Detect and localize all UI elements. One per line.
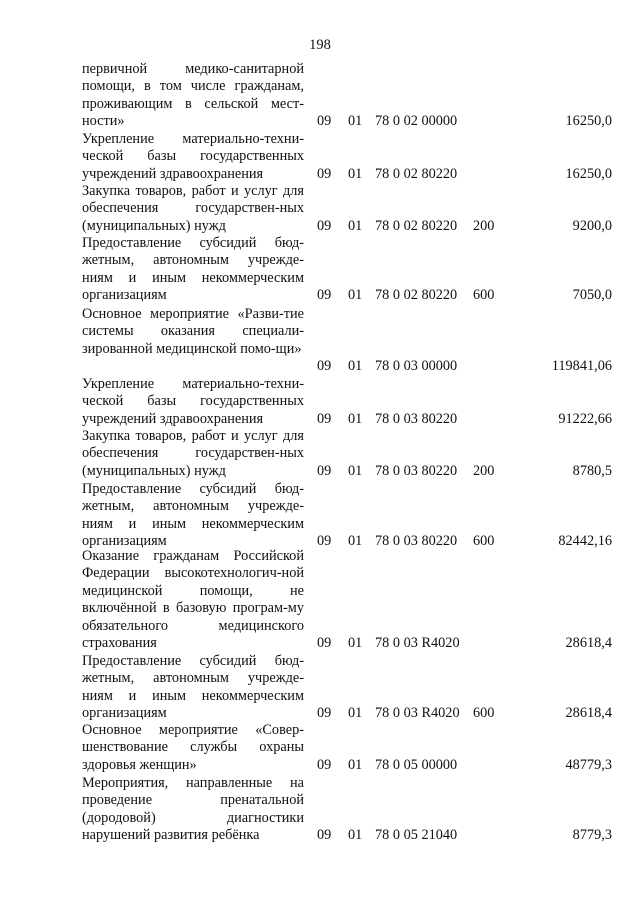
target-article-code: 78 0 02 80220 <box>375 287 458 304</box>
expense-type-code: 600 <box>473 533 495 550</box>
row-description: Оказание гражданам Российской Федерации высокотехнологич-ной медицинской помощи, не включённой в базовую програм-му обязательного медицинского страхования <box>82 548 304 652</box>
row-description: Укрепление материально-техни-ческой базы государственных учреждений здравоохранения <box>82 131 304 182</box>
amount-value: 28618,4 <box>565 635 612 651</box>
row-description: Предоставление субсидий бюд-жетным, автономным учрежде-ниям и иным некоммерческим организациям <box>82 481 304 550</box>
subsection-code: 01 <box>348 113 363 130</box>
subsection-code: 01 <box>348 705 363 722</box>
section-code: 09 <box>317 113 332 130</box>
target-article-code: 78 0 03 R4020 <box>375 705 460 722</box>
subsection-code: 01 <box>348 358 363 375</box>
expense-type-code: 200 <box>473 462 495 479</box>
target-article-code: 78 0 03 80220 <box>375 462 458 479</box>
row-description: Основное мероприятие «Совер-шенствование службы охраны здоровья женщин» <box>82 722 304 773</box>
section-code: 09 <box>317 827 332 844</box>
amount-value: 8780,5 <box>572 462 612 479</box>
amount-value: 9200,0 <box>572 217 612 234</box>
amount-value: 16250,0 <box>565 113 612 130</box>
amount-value: 7050,0 <box>572 287 612 304</box>
section-code: 09 <box>317 217 332 234</box>
row-description: Основное мероприятие «Разви-тие системы оказания специали-зированной медицинской помо-щи» <box>82 306 304 357</box>
expense-type-code: 600 <box>473 705 495 722</box>
section-code: 09 <box>317 165 332 182</box>
expense-type-code: 200 <box>473 217 495 234</box>
amount-value: 82442,16 <box>558 533 612 550</box>
section-code: 09 <box>317 756 332 773</box>
target-article-code: 78 0 03 80220 <box>375 533 458 550</box>
section-code: 09 <box>317 533 332 550</box>
subsection-code: 01 <box>348 635 363 651</box>
amount-value: 91222,66 <box>558 410 612 427</box>
target-article-code: 78 0 05 21040 <box>375 827 458 844</box>
target-article-code: 78 0 02 80220 <box>375 217 458 234</box>
section-code: 09 <box>317 287 332 304</box>
page-number: 198 <box>309 37 331 53</box>
amount-value: 48779,3 <box>565 756 612 773</box>
section-code: 09 <box>317 410 332 427</box>
subsection-code: 01 <box>348 462 363 479</box>
section-code: 09 <box>317 705 332 722</box>
row-description: Предоставление субсидий бюд-жетным, автономным учрежде-ниям и иным некоммерческим организациям <box>82 235 304 304</box>
subsection-code: 01 <box>348 533 363 550</box>
section-code: 09 <box>317 635 332 651</box>
amount-value: 28618,4 <box>565 705 612 722</box>
target-article-code: 78 0 03 80220 <box>375 410 458 427</box>
row-description: Мероприятия, направленные на проведение пренатальной (дородовой) диагностики нарушений развития ребёнка <box>82 775 304 844</box>
subsection-code: 01 <box>348 410 363 427</box>
expense-type-code: 600 <box>473 287 495 304</box>
amount-value: 16250,0 <box>565 165 612 182</box>
target-article-code: 78 0 03 00000 <box>375 358 458 375</box>
row-description: Предоставление субсидий бюд-жетным, автономным учрежде-ниям и иным некоммерческим организациям <box>82 653 304 722</box>
amount-value: 119841,06 <box>551 358 612 375</box>
row-description: первичной медико-санитарной помощи, в том числе гражданам, проживающим в сельской мест-ности» <box>82 61 304 130</box>
section-code: 09 <box>317 358 332 375</box>
subsection-code: 01 <box>348 217 363 234</box>
target-article-code: 78 0 02 80220 <box>375 165 458 182</box>
target-article-code: 78 0 02 00000 <box>375 113 458 130</box>
section-code: 09 <box>317 462 332 479</box>
row-description: Закупка товаров, работ и услуг для обеспечения государствен-ных (муниципальных) нужд <box>82 428 304 479</box>
subsection-code: 01 <box>348 287 363 304</box>
target-article-code: 78 0 03 R4020 <box>375 635 460 651</box>
row-description: Укрепление материально-техни-ческой базы государственных учреждений здравоохранения <box>82 376 304 427</box>
target-article-code: 78 0 05 00000 <box>375 756 458 773</box>
subsection-code: 01 <box>348 165 363 182</box>
subsection-code: 01 <box>348 827 363 844</box>
row-description: Закупка товаров, работ и услуг для обеспечения государствен-ных (муниципальных) нужд <box>82 183 304 234</box>
subsection-code: 01 <box>348 756 363 773</box>
amount-value: 8779,3 <box>572 827 612 844</box>
